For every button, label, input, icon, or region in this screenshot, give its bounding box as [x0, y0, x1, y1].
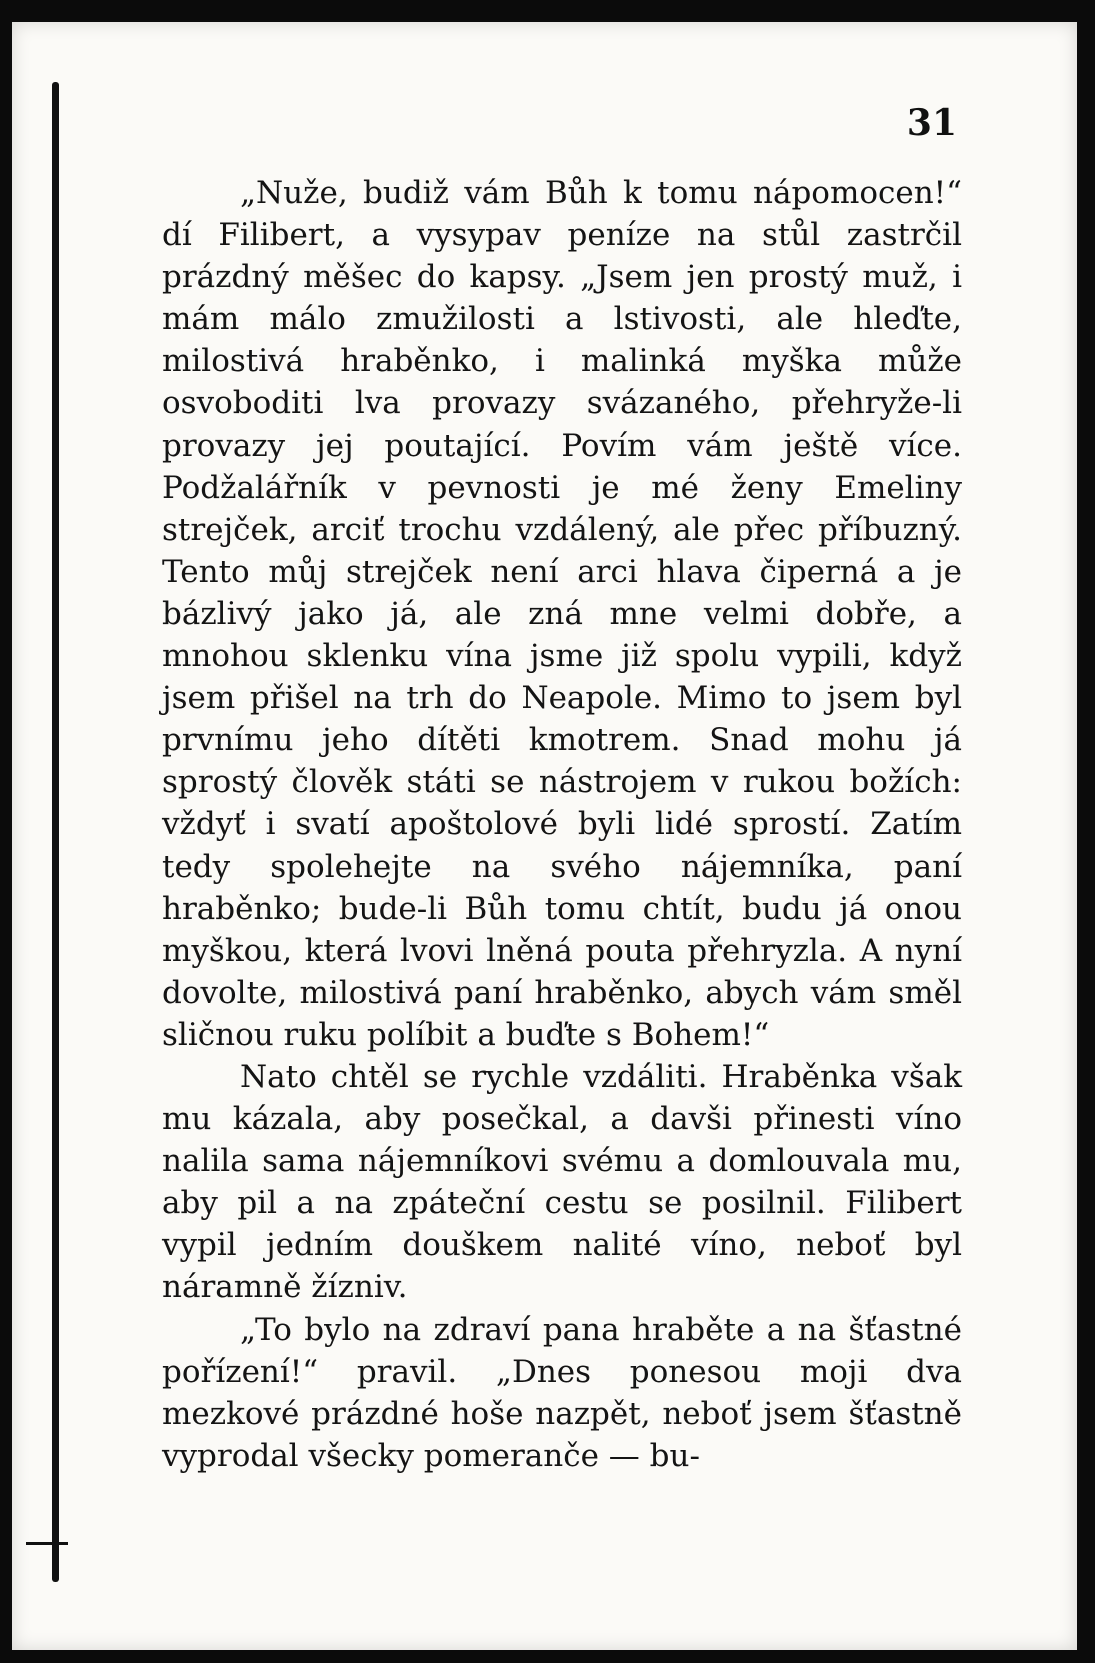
page-text — [162, 172, 962, 1477]
paragraph-3: „To bylo na zdraví pana hraběte a na šťastné pořízení!“ pravil. „Dnes ponesou moji dva mezkové prázdné hoše nazpět, neboť jsem šťastně vyprodal všecky pomeranče — bu- — [162, 1311, 962, 1474]
paragraph-2: Nato chtěl se rychle vzdáliti. Hraběnka však mu kázala, aby posečkal, a davši přinesti víno nalila sama nájemníkovi svému a domlouvala mu, aby pil a na zpáteční cestu se posilnil. Filibert vypil jedním douškem nalité víno, neboť byl náramně žízniv. — [162, 1058, 962, 1306]
binding-edge-line — [52, 82, 59, 1582]
page-number: 31 — [906, 102, 957, 144]
paragraph-1: „Nuže, budiž vám Bůh k tomu nápomocen!“ dí Filibert, a vysypav peníze na stůl zastrčil prázdný měšec do kapsy. „Jsem jen prostý muž, i mám málo zmužilosti a lstivosti, ale hleďte, milostivá hraběnko, i malinká myška může osvoboditi lva provazy svázaného, přehryže-li provazy jej poutající. Povím vám ještě více. Podžalářník v pevnosti je mé ženy Emeliny strejček, arciť trochu vzdálený, ale přec příbuzný. Tento můj strejček není arci hlava čiperná a je bázlivý jako já, ale zná mne velmi dobře, a mnohou sklenku vína jsme již spolu vypili, když jsem přišel na trh do Neapole. Mimo to jsem byl prvnímu jeho dítěti kmotrem. Snad mohu já sprostý člověk státi se nástrojem v rukou božích: vždyť i svatí apoštolové byli lidé sprostí. Zatím tedy spolehejte na svého nájemníka, paní hraběnko; bude-li Bůh tomu chtít, budu já onou myškou, která lvovi lněná pouta přehryzla. A nyní dovolte, milostivá paní hraběnko, abych vám směl sličnou ruku políbit a buďte s Bohem!“ — [162, 175, 962, 1053]
book-page — [12, 22, 1077, 1650]
binding-edge-mark — [26, 1542, 68, 1545]
